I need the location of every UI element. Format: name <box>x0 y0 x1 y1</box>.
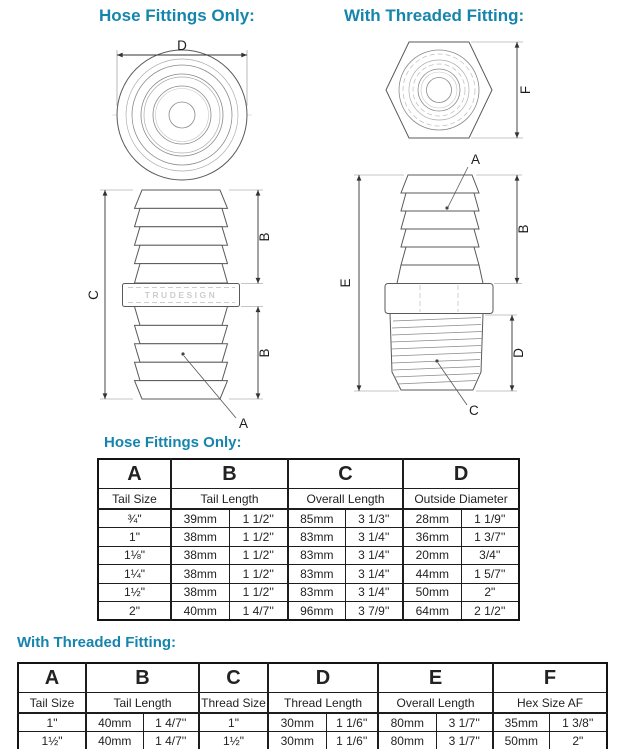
table-cell: 83mm <box>288 528 345 546</box>
table-cell: 96mm <box>288 601 345 620</box>
table-cell: 38mm <box>171 583 229 601</box>
hose-front-view-drawing <box>112 38 252 180</box>
column-label: Thread Length <box>268 693 378 714</box>
table-cell: 40mm <box>86 713 143 732</box>
callout-a-dot <box>181 352 184 355</box>
table-row <box>18 713 607 732</box>
table-cell: 1 5/7'' <box>461 565 519 583</box>
table-cell: 64mm <box>403 601 461 620</box>
table-cell: 1 3/7'' <box>461 528 519 546</box>
dim-label-d-front: D <box>177 38 187 53</box>
table-cell: ¾" <box>98 509 171 528</box>
column-label: Hex Size AF <box>493 693 607 714</box>
table-cell: 30mm <box>268 732 326 749</box>
table-cell: 83mm <box>288 565 345 583</box>
table-row <box>98 601 519 620</box>
table-cell: 39mm <box>171 509 229 528</box>
table-cell: 85mm <box>288 509 345 528</box>
table-cell: 1 1/2'' <box>229 583 288 601</box>
column-label: Tail Length <box>86 693 199 714</box>
column-letter: A <box>18 663 86 693</box>
table-cell: 20mm <box>403 546 461 564</box>
table-cell: 1½" <box>18 732 86 749</box>
table-cell: 38mm <box>171 528 229 546</box>
dim-label-c-side: C <box>86 290 101 300</box>
table-cell: 3 1/4'' <box>345 528 403 546</box>
table-cell: 50mm <box>403 583 461 601</box>
callout-a-label-hose: A <box>239 416 249 431</box>
heading-threaded-fitting-table: With Threaded Fitting: <box>17 634 177 651</box>
callout-c-label: C <box>469 403 479 418</box>
column-label: Overall Length <box>288 489 403 510</box>
column-letter: C <box>288 459 403 489</box>
column-label: Overall Length <box>378 693 493 714</box>
brand-text: TRUDESIGN <box>144 290 218 300</box>
callout-c-dot <box>435 359 438 362</box>
table-cell: 3 1/4'' <box>345 546 403 564</box>
column-letter: D <box>403 459 519 489</box>
dim-label-b-bottom: B <box>257 348 272 358</box>
table-cell: 3 7/9'' <box>345 601 403 620</box>
table-cell: 1" <box>98 528 171 546</box>
table-cell: 3 1/3'' <box>345 509 403 528</box>
table-cell: 1 4/7'' <box>143 732 199 749</box>
hose-fittings-table <box>97 458 520 621</box>
table-cell: 30mm <box>268 713 326 732</box>
column-label: Thread Size <box>199 693 268 714</box>
table-row <box>98 528 519 546</box>
table-cell: 1 1/2'' <box>229 546 288 564</box>
table-cell: 1½" <box>199 732 268 749</box>
table-cell: 1" <box>18 713 86 732</box>
table-cell: 1 1/6'' <box>326 713 378 732</box>
dim-label-d-threaded: D <box>511 348 526 358</box>
threaded-front-view-drawing <box>386 42 533 138</box>
table-cell: 50mm <box>493 732 549 749</box>
column-letter: D <box>268 663 378 693</box>
column-label: Tail Length <box>171 489 288 510</box>
table-cell: 1⅛" <box>98 546 171 564</box>
table-letter-row <box>18 663 607 693</box>
column-letter: B <box>171 459 288 489</box>
callout-a-label-threaded: A <box>471 152 481 167</box>
column-letter: F <box>493 663 607 693</box>
table-row <box>18 732 607 749</box>
column-letter: E <box>378 663 493 693</box>
table-cell: 2" <box>461 583 519 601</box>
table-cell: 80mm <box>378 713 436 732</box>
table-letter-row <box>98 459 519 489</box>
table-label-row <box>98 489 519 510</box>
table-cell: 2 1/2'' <box>461 601 519 620</box>
table-row <box>98 583 519 601</box>
table-cell: 80mm <box>378 732 436 749</box>
table-cell: 2" <box>549 732 607 749</box>
heading-hose-fittings-top: Hose Fittings Only: <box>99 6 255 25</box>
heading-threaded-fitting-top: With Threaded Fitting: <box>344 6 525 25</box>
table-cell: 38mm <box>171 546 229 564</box>
table-cell: 36mm <box>403 528 461 546</box>
table-cell: 83mm <box>288 583 345 601</box>
table-cell: 3 1/7'' <box>436 713 493 732</box>
dim-label-b-top: B <box>257 232 272 242</box>
table-cell: 3/4'' <box>461 546 519 564</box>
table-cell: 44mm <box>403 565 461 583</box>
table-cell: 28mm <box>403 509 461 528</box>
table-cell: 40mm <box>86 732 143 749</box>
table-cell: 1 4/7'' <box>143 713 199 732</box>
table-cell: 1" <box>199 713 268 732</box>
threaded-side-view-drawing <box>338 152 531 418</box>
dim-label-e: E <box>338 278 353 288</box>
column-label: Outside Diameter <box>403 489 519 510</box>
dim-label-b-threaded: B <box>516 224 531 234</box>
table-cell: 3 1/4'' <box>345 583 403 601</box>
table-cell: 38mm <box>171 565 229 583</box>
dim-label-f: F <box>518 85 533 95</box>
table-cell: 1 1/2'' <box>229 565 288 583</box>
table-row <box>98 565 519 583</box>
table-cell: 40mm <box>171 601 229 620</box>
hose-side-view-drawing <box>86 190 272 431</box>
table-cell: 35mm <box>493 713 549 732</box>
table-label-row <box>18 693 607 714</box>
table-cell: 1½" <box>98 583 171 601</box>
table-cell: 3 1/7'' <box>436 732 493 749</box>
table-cell: 3 1/4'' <box>345 565 403 583</box>
table-cell: 1 1/2'' <box>229 528 288 546</box>
column-letter: B <box>86 663 199 693</box>
table-cell: 1 1/9'' <box>461 509 519 528</box>
table-cell: 1 1/6'' <box>326 732 378 749</box>
table-cell: 83mm <box>288 546 345 564</box>
heading-hose-fittings-table: Hose Fittings Only: <box>104 434 242 451</box>
column-letter: A <box>98 459 171 489</box>
table-cell: 1 4/7'' <box>229 601 288 620</box>
column-label: Tail Size <box>98 489 171 510</box>
table-cell: 1 3/8'' <box>549 713 607 732</box>
table-row <box>98 509 519 528</box>
column-letter: C <box>199 663 268 693</box>
column-label: Tail Size <box>18 693 86 714</box>
table-cell: 1¼" <box>98 565 171 583</box>
table-cell: 1 1/2'' <box>229 509 288 528</box>
callout-a-dot-threaded <box>445 206 448 209</box>
table-row <box>98 546 519 564</box>
threaded-fitting-table <box>17 662 608 749</box>
table-cell: 2" <box>98 601 171 620</box>
